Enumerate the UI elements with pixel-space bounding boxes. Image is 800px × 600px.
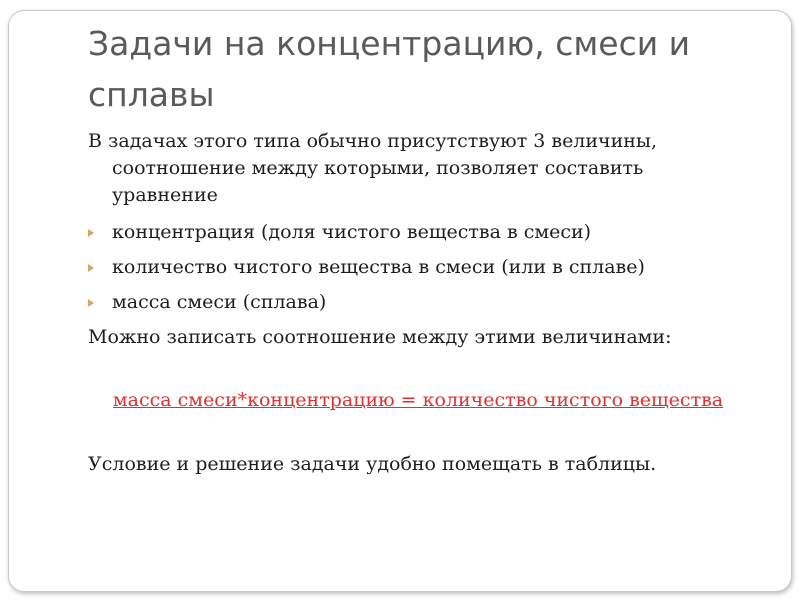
triangle-bullet-icon: [88, 229, 94, 237]
conclusion-text: Условие и решение задачи удобно помещать в таблицы.: [88, 453, 657, 475]
bullet-item-mixture-mass: [88, 285, 748, 320]
bullet-item-pure-substance: [88, 250, 748, 285]
bullet-text: масса смеси (сплава): [112, 291, 327, 313]
slide-title: Задачи на концентрацию, смеси и сплавы: [88, 24, 691, 114]
relation-note: Можно записать соотношение между этими величинами:: [88, 326, 672, 348]
bullet-list: [88, 215, 748, 320]
bullet-text: концентрация (доля чистого вещества в смеси): [112, 221, 592, 243]
bullet-item-concentration: [88, 215, 748, 250]
slide-body: [88, 128, 748, 479]
formula: масса смеси*концентрацию = количество чистого вещества: [112, 389, 724, 411]
intro-paragraph: В задачах этого типа обычно присутствуют 3 величины, соотношение между которыми, позволяет составить уравнение: [88, 130, 658, 206]
triangle-bullet-icon: [88, 299, 94, 307]
bullet-text: количество чистого вещества в смеси (или в сплаве): [112, 256, 645, 278]
triangle-bullet-icon: [88, 264, 94, 272]
